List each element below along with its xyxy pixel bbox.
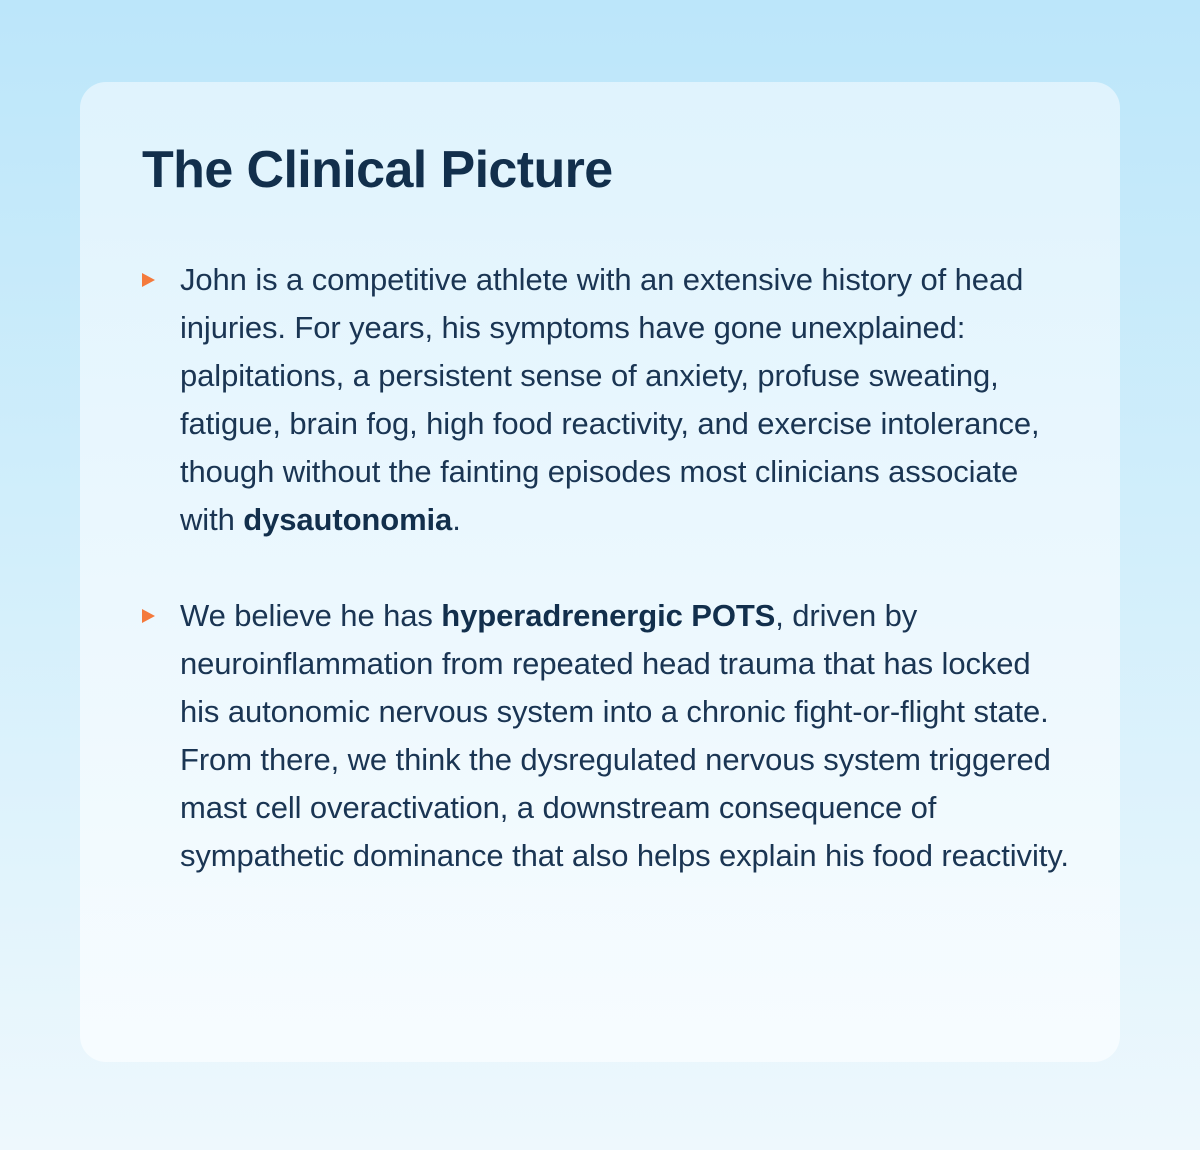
triangle-bullet-icon xyxy=(142,609,155,623)
card-title: The Clinical Picture xyxy=(142,141,613,199)
bullet-list xyxy=(142,256,1070,880)
bullet-item xyxy=(142,256,1070,544)
triangle-bullet-icon xyxy=(142,273,155,287)
bullet-emphasis: hyperadrenergic POTS xyxy=(441,598,776,633)
bullet-item xyxy=(142,592,1070,880)
bullet-emphasis: dysautonomia xyxy=(243,502,453,537)
bullet-text-end: . xyxy=(452,502,461,537)
bullet-text: We believe he has xyxy=(180,598,442,633)
bullet-text-end: , driven by neuroinflammation from repeated head trauma that has locked his autonomic nervous system into a chronic fight-or-flight state. From there, we think the dysregulated nervous system triggered mast cell overactivation, a downstream consequence of sympathetic dominance that also helps explain his food reactivity. xyxy=(180,598,1069,873)
content-card xyxy=(80,82,1120,1062)
bullet-text: John is a competitive athlete with an extensive history of head injuries. For years, his symptoms have gone unexplained: palpitations, a persistent sense of anxiety, profuse sweating, fatigue, brain fog, high food reactivity, and exercise intolerance, though without the fainting episodes most clinicians associate with xyxy=(180,262,1040,537)
